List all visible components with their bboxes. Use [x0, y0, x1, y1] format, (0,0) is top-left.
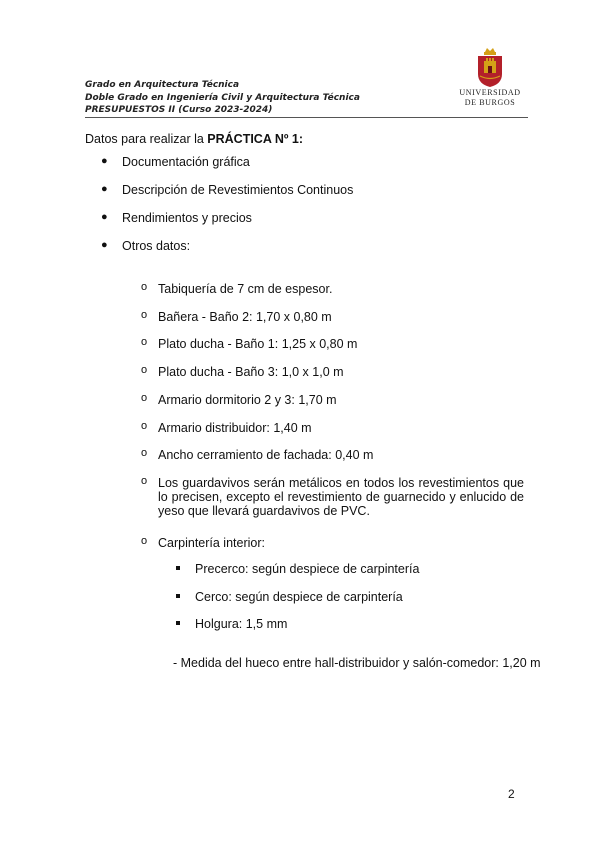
header-line-degree: Grado en Arquitectura Técnica: [85, 80, 240, 90]
coat-of-arms-icon: [475, 46, 505, 88]
header-line-double-degree: Doble Grado en Ingeniería Civil y Arquitectura Técnica: [85, 92, 360, 103]
square-bullet-icon: [176, 621, 180, 625]
header-line-course: PRESUPUESTOS II (Curso 2023-2024): [85, 105, 273, 115]
intro-text: Datos para realizar la: [85, 132, 208, 146]
circle-bullet-icon: o: [141, 364, 148, 376]
hueco-note: - Medida del hueco entre hall-distribuidor y salón-comedor: 1,20 m: [173, 656, 541, 670]
circle-bullet-icon: o: [141, 535, 148, 547]
circle-bullet-icon: o: [141, 420, 148, 432]
bullet-icon: ●: [101, 183, 108, 195]
page-number: 2: [508, 787, 515, 801]
university-logo: [450, 46, 530, 108]
square-bullet-icon: [176, 566, 180, 570]
logo-text-line2: DE BURGOS: [464, 98, 516, 107]
circle-bullet-icon: o: [141, 309, 148, 321]
guardavivos-paragraph: Los guardavivos serán metálicos en todos los revestimientos que lo precisen, excepto el revestimiento de guarnecido y enlucido de yeso que llevará guardavivos de PVC.: [158, 476, 524, 518]
bullet-icon: ●: [101, 211, 108, 223]
header-divider: [85, 117, 528, 118]
bullet-icon: ●: [101, 239, 108, 251]
circle-bullet-icon: o: [141, 475, 148, 487]
circle-bullet-icon: o: [141, 392, 148, 404]
logo-text-line1: UNIVERSIDAD: [459, 88, 521, 97]
circle-bullet-icon: o: [141, 281, 148, 293]
document-header: [85, 79, 360, 117]
circle-bullet-icon: o: [141, 336, 148, 348]
bullet-icon: ●: [101, 155, 108, 167]
intro-line: [85, 132, 303, 146]
circle-bullet-icon: o: [141, 447, 148, 459]
square-bullet-icon: [176, 594, 180, 598]
practice-title: PRÁCTICA Nº 1:: [207, 132, 304, 146]
